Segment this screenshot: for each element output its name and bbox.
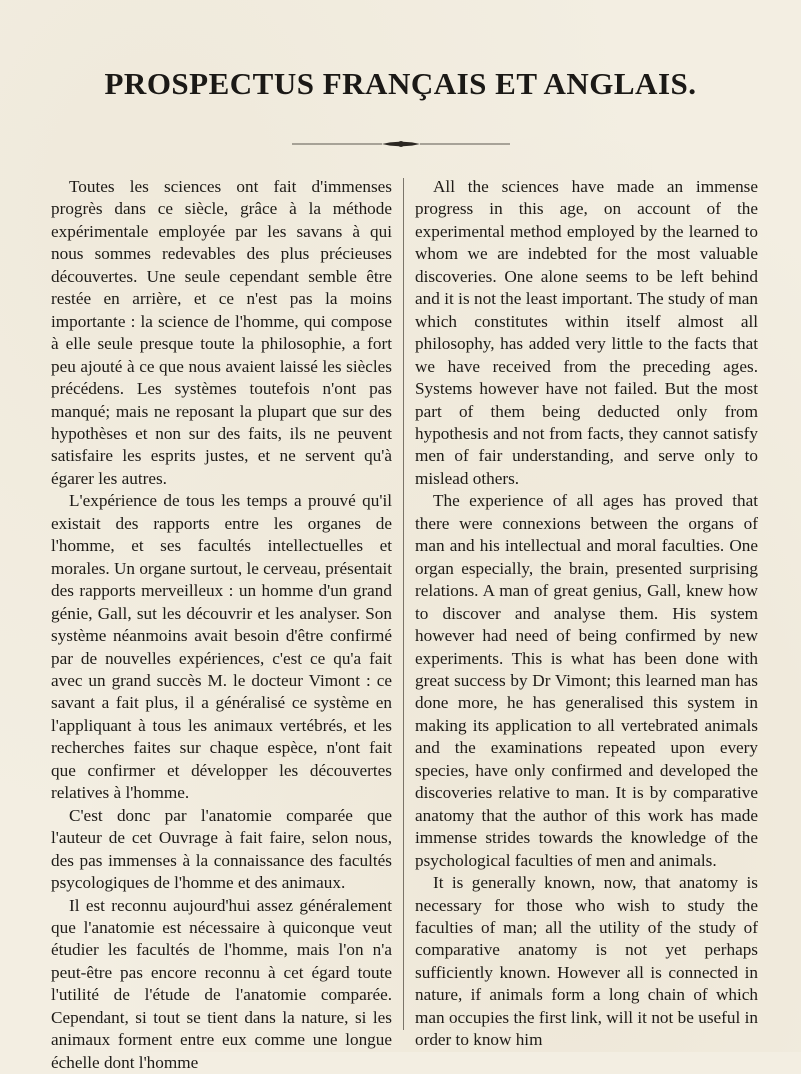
- english-column: [415, 176, 758, 1052]
- french-paragraph: Toutes les sciences ont fait d'immenses progrès dans ce siècle, grâce à la méthode expérimentale employée par les savans à qui nous sommes redevables des plus précieuses découvertes. Une seule cependant semble être restée en arrière, et ce n'est pas la moins importante : la science de l'homme, qui compose à elle seule presque toute la philosophie, a fort peu ajouté à ce que nous avaient laissé les siècles précédens. Les systèmes toutefois n'ont pas manqué; mais ne reposant la plupart que sur des hypothèses et non sur des faits, ils ne peuvent satisfaire les esprits justes, et ne servent qu'à égarer les autres.: [51, 176, 392, 490]
- ornamental-rule-icon: [290, 140, 512, 148]
- french-paragraph: Il est reconnu aujourd'hui assez généralement que l'anatomie est nécessaire à quiconque veut étudier les facultés de l'homme, mais l'on n'a peut-être pas encore reconnu à cet égard toute l'utilité de l'étude de l'anatomie comparée. Cependant, si tout se tient dans la nature, si les animaux forment entre eux comme une longue échelle dont l'homme: [51, 895, 392, 1074]
- french-column: [51, 176, 392, 1074]
- english-paragraph: All the sciences have made an immense progress in this age, on account of the experimental method employed by the learned to whom we are indebted for the most valuable discoveries. One alone seems to be left behind and it is not the least important. The study of man which constitutes within itself almost all philosophy, has added very little to the facts that we have received from the preceding ages. Systems however have not failed. But the most part of them being deducted only from hypothesis and not from facts, they cannot satisfy men of fair understanding, and serve only to mislead others.: [415, 176, 758, 490]
- page-title: PROSPECTUS FRANÇAIS ET ANGLAIS.: [0, 66, 801, 102]
- column-divider: [403, 178, 404, 1030]
- french-paragraph: L'expérience de tous les temps a prouvé qu'il existait des rapports entre les organes de l'homme, et ses facultés intellectuelles et morales. Un organe surtout, le cerveau, présentait des rapports merveilleux : un homme d'un grand génie, Gall, sut les découvrir et les analyser. Son système néanmoins avait besoin d'être confirmé par de nouvelles expériences, c'est ce qu'a fait avec un grand succès M. le docteur Vimont : ce savant a fait plus, il a généralisé ce système en l'appliquant à tous les animaux vertébrés, et les recherches faites sur chaque espèce, n'ont fait que confirmer et développer les découvertes relatives à l'homme.: [51, 490, 392, 804]
- english-paragraph: The experience of all ages has proved that there were connexions between the organs of man and his intellectual and moral faculties. One organ especially, the brain, presented surprising relations. A man of great genius, Gall, knew how to discover and analyse them. His system however had need of being confirmed by new experiments. This is what has been done with great success by Dr Vimont; this learned man has done more, he has generalised this system in making its application to all vertebrated animals and the examinations repeated upon every species, have only confirmed and developed the discoveries relative to man. It is by comparative anatomy that the author of this work has made immense strides towards the knowledge of the psychological faculties of men and animals.: [415, 490, 758, 872]
- english-paragraph: It is generally known, now, that anatomy is necessary for those who wish to study the faculties of man; all the utility of the study of comparative anatomy is not yet perhaps sufficiently known. However all is connected in nature, if animals form a long chain of which man occupies the first link, will it not be useful in order to know him: [415, 872, 758, 1052]
- french-paragraph: C'est donc par l'anatomie comparée que l'auteur de cet Ouvrage à fait faire, selon nous, des pas immenses à la connaissance des facultés psycologiques de l'homme et des animaux.: [51, 805, 392, 895]
